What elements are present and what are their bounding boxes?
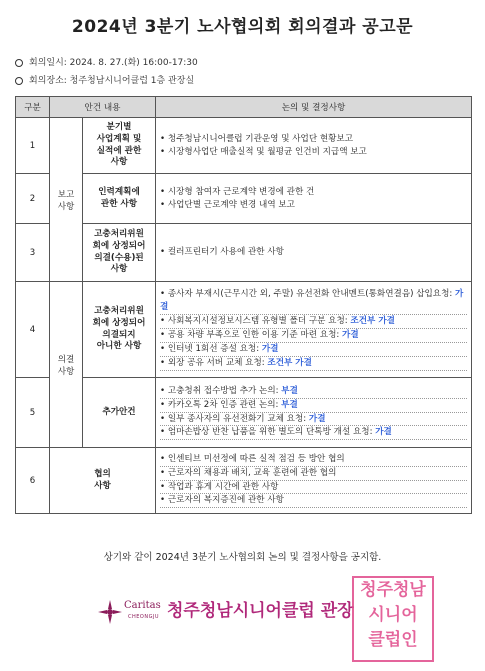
bullet-icon: •	[160, 495, 168, 506]
discussion-item	[160, 481, 467, 495]
page-title: 2024년 3분기 노사협의회 회의결과 공고문	[71, 17, 414, 37]
discussion-item	[160, 426, 467, 440]
discussion-item	[160, 467, 467, 481]
agenda-topic: 인력계획에 관한 사항	[83, 174, 156, 224]
decision-status: 가결	[342, 330, 359, 340]
bullet-icon: •	[160, 146, 168, 157]
item-text: 인터넷 1회선 증설 요청:	[167, 343, 262, 354]
discussion-item	[160, 357, 467, 371]
item-text: 카카오톡 2차 인증 관련 논의:	[167, 399, 282, 410]
agenda-topic: 추가안건	[83, 378, 156, 448]
row-number: 3	[16, 224, 50, 282]
table-row	[16, 378, 472, 448]
discussion-items	[156, 118, 472, 174]
header-discussion: 논의 및 결정사항	[156, 97, 472, 118]
agenda-topic: 협의 사항	[50, 448, 156, 514]
bullet-icon: •	[160, 399, 168, 410]
table-row	[16, 174, 472, 224]
circle-bullet-icon	[15, 77, 23, 85]
bullet-icon: •	[160, 186, 168, 197]
caritas-logo-text: Caritas	[124, 600, 161, 611]
item-text: 시장형사업단 매출실적 및 월평균 인건비 지급액 보고	[167, 146, 367, 157]
discussion-item	[160, 315, 467, 329]
table-row	[16, 224, 472, 282]
discussion-item	[160, 146, 467, 159]
bullet-icon: •	[160, 481, 168, 492]
discussion-item	[160, 246, 467, 259]
decision-status: 가결	[308, 413, 326, 424]
discussion-item	[160, 199, 467, 212]
agenda-topic: 고충처리위원 회에 상정되어 의결되지 아니한 사항	[83, 282, 156, 378]
discussion-item	[160, 399, 467, 413]
circle-bullet-icon	[15, 59, 23, 67]
discussion-item	[160, 186, 467, 199]
meeting-place: 회의장소: 청주청남시니어클럽 1층 관장실	[15, 73, 194, 86]
agenda-topic: 고충처리위원 회에 상정되어 의결(수용)된 사항	[83, 224, 156, 282]
item-text: 청주청남시니어클럽 기관운영 및 사업단 현황보고	[167, 133, 354, 144]
item-text: 근로자의 복지증진에 관한 사항	[167, 495, 284, 506]
discussion-item	[160, 494, 467, 508]
item-text: 일부 종사자의 유선전화기 교체 요청:	[167, 413, 309, 424]
item-text: 종사자 부재시(근무시간 외, 주말) 유선전화 안내멘트(통화연결음) 삽입요청:	[167, 289, 456, 300]
discussion-item	[160, 453, 467, 467]
item-text: 작업과 휴게 시간에 관한 사항	[167, 481, 279, 492]
discussion-item	[160, 133, 467, 146]
bullet-icon: •	[160, 316, 168, 327]
decision-status: 부결	[281, 385, 298, 396]
item-text: 고충청취 접수방법 추가 논의:	[167, 385, 282, 396]
discussion-items	[156, 378, 472, 448]
row-number: 1	[16, 118, 50, 174]
decision-status: 조건부 가결	[267, 357, 312, 368]
discussion-item	[160, 329, 467, 343]
bullet-icon: •	[160, 343, 168, 354]
bullet-icon: •	[160, 413, 168, 424]
bullet-icon: •	[160, 467, 168, 478]
discussion-items	[156, 448, 472, 514]
footer-notice: 상기와 같이 2024년 3분기 노사협의회 논의 및 결정사항을 공지함.	[103, 552, 382, 563]
item-text: 사업단별 근로계약 변경 내역 보고	[167, 199, 295, 210]
discussion-item	[160, 343, 467, 357]
row-number: 5	[16, 378, 50, 448]
item-text: 공용 차량 부족으로 인한 이용 기준 마련 요청:	[167, 330, 343, 340]
caritas-city-text: CHEONGJU	[128, 614, 160, 620]
bullet-icon: •	[160, 247, 168, 258]
row-number: 2	[16, 174, 50, 224]
bullet-icon: •	[160, 427, 168, 438]
organization-name: 청주청남시니어클럽 관장	[167, 601, 354, 621]
discussion-items	[156, 224, 472, 282]
table-row	[16, 118, 472, 174]
bullet-icon: •	[160, 133, 168, 144]
discussion-item	[160, 385, 467, 399]
item-text: 인센티브 미선정에 따른 실적 점검 등 방안 협의	[167, 453, 345, 464]
item-text: 시장형 참여자 근로계약 변경에 관한 건	[167, 186, 315, 197]
item-text: 컬러프린터기 사용에 관한 사항	[167, 247, 284, 258]
table-header-row	[16, 97, 472, 118]
item-text: 근로자의 채용과 배치, 교육 훈련에 관한 협의	[167, 467, 337, 478]
bullet-icon: •	[160, 453, 168, 464]
item-text: 사회복지시설정보시스템 유형별 폴더 구분 요청:	[167, 316, 351, 327]
bullet-icon: •	[160, 385, 168, 396]
item-text: 엄마손밥상 반찬 납품을 위한 별도의 단톡방 개설 요청:	[167, 427, 376, 438]
meeting-date: 회의일시: 2024. 8. 27.(화) 16:00-17:30	[15, 55, 198, 68]
table-row	[16, 282, 472, 378]
bullet-icon: •	[160, 199, 168, 210]
discussion-items	[156, 282, 472, 378]
header-num: 구분	[16, 97, 50, 118]
minutes-table	[15, 96, 472, 514]
bullet-icon: •	[160, 330, 168, 340]
agenda-topic: 분기별 사업계획 및 실적에 관한 사항	[83, 118, 156, 174]
row-number: 4	[16, 282, 50, 378]
bullet-icon: •	[160, 357, 168, 368]
decision-status: 가결	[375, 427, 392, 438]
decision-status: 가결	[261, 343, 279, 354]
discussion-items	[156, 174, 472, 224]
header-agenda: 안건 내용	[50, 97, 156, 118]
row-number: 6	[16, 448, 50, 514]
discussion-item	[160, 288, 467, 315]
official-seal: 청주청남 시니어 클럽인	[352, 576, 434, 662]
table-row	[16, 448, 472, 514]
group-report: 보고 사항	[50, 118, 83, 282]
decision-status: 부결	[281, 399, 298, 410]
discussion-item	[160, 413, 467, 427]
item-text: 외장 공유 서버 교체 요청:	[167, 357, 268, 368]
decision-status: 가결	[160, 289, 464, 313]
decision-status: 조건부 가결	[350, 316, 395, 327]
bullet-icon: •	[160, 289, 168, 300]
group-resolution: 의결 사항	[50, 282, 83, 448]
